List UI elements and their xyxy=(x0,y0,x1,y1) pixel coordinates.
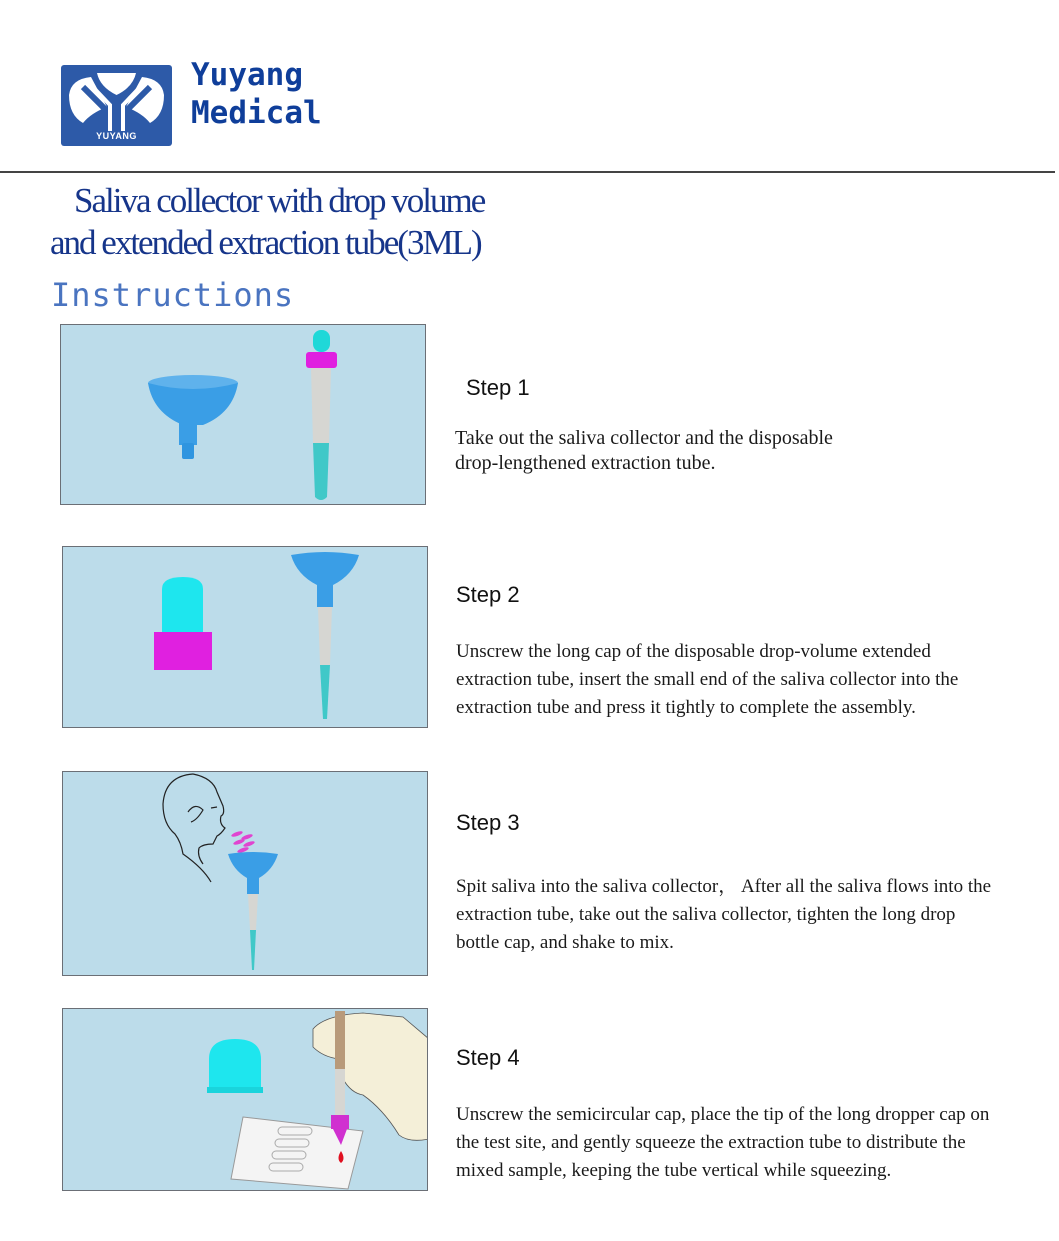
step-3-illustration xyxy=(62,771,428,976)
funnel-in-tube-icon xyxy=(228,852,278,970)
company-logo xyxy=(61,65,172,146)
document-title xyxy=(50,180,570,264)
brand-name xyxy=(191,56,322,132)
dropper-cap-icon xyxy=(154,577,212,670)
extraction-tube-icon xyxy=(306,330,337,500)
step-1-illustration xyxy=(60,324,426,505)
step-2-illustration xyxy=(62,546,428,728)
step-1-text: Take out the saliva collector and the disposable drop-lengthened extraction tube. xyxy=(455,427,833,474)
step-4-title: Step 4 xyxy=(456,1045,520,1070)
step-2-text: Unscrew the long cap of the disposable drop-volume extended extraction tube, insert the small end of the saliva collector into the extraction tube and press it tightly to complete the assembly. xyxy=(456,641,959,718)
logo-caption: YUYANG xyxy=(96,131,137,141)
header-divider xyxy=(0,171,1055,173)
brand-line-2: Medical xyxy=(191,95,322,131)
saliva-droplets-icon xyxy=(231,830,256,854)
person-head-outline-icon xyxy=(163,774,225,882)
step-4-illustration xyxy=(62,1008,428,1191)
title-line-2: and extended extraction tube(3ML) xyxy=(50,223,481,262)
hand-icon xyxy=(313,1013,428,1140)
step-1-title: Step 1 xyxy=(466,375,530,400)
step-3-text: Spit saliva into the saliva collector， After all the saliva flows into the extraction tube, take out the saliva collector, tighten the long drop bottle cap, and shake to mix. xyxy=(456,876,992,953)
title-line-1: Saliva collector with drop volume xyxy=(74,181,485,220)
step-2-title: Step 2 xyxy=(456,582,520,607)
semicircular-cap-icon xyxy=(207,1039,263,1093)
section-heading: Instructions xyxy=(51,276,295,314)
saliva-collector-funnel-icon xyxy=(148,375,238,459)
funnel-in-tube-icon xyxy=(291,552,359,719)
step-4-text: Unscrew the semicircular cap, place the tip of the long dropper cap on the test site, and gently squeeze the extraction tube to distribute the mixed sample, keeping the tube vertical while squeezing. xyxy=(456,1104,990,1181)
step-3-title: Step 3 xyxy=(456,810,520,835)
brand-line-1: Yuyang xyxy=(191,57,303,93)
